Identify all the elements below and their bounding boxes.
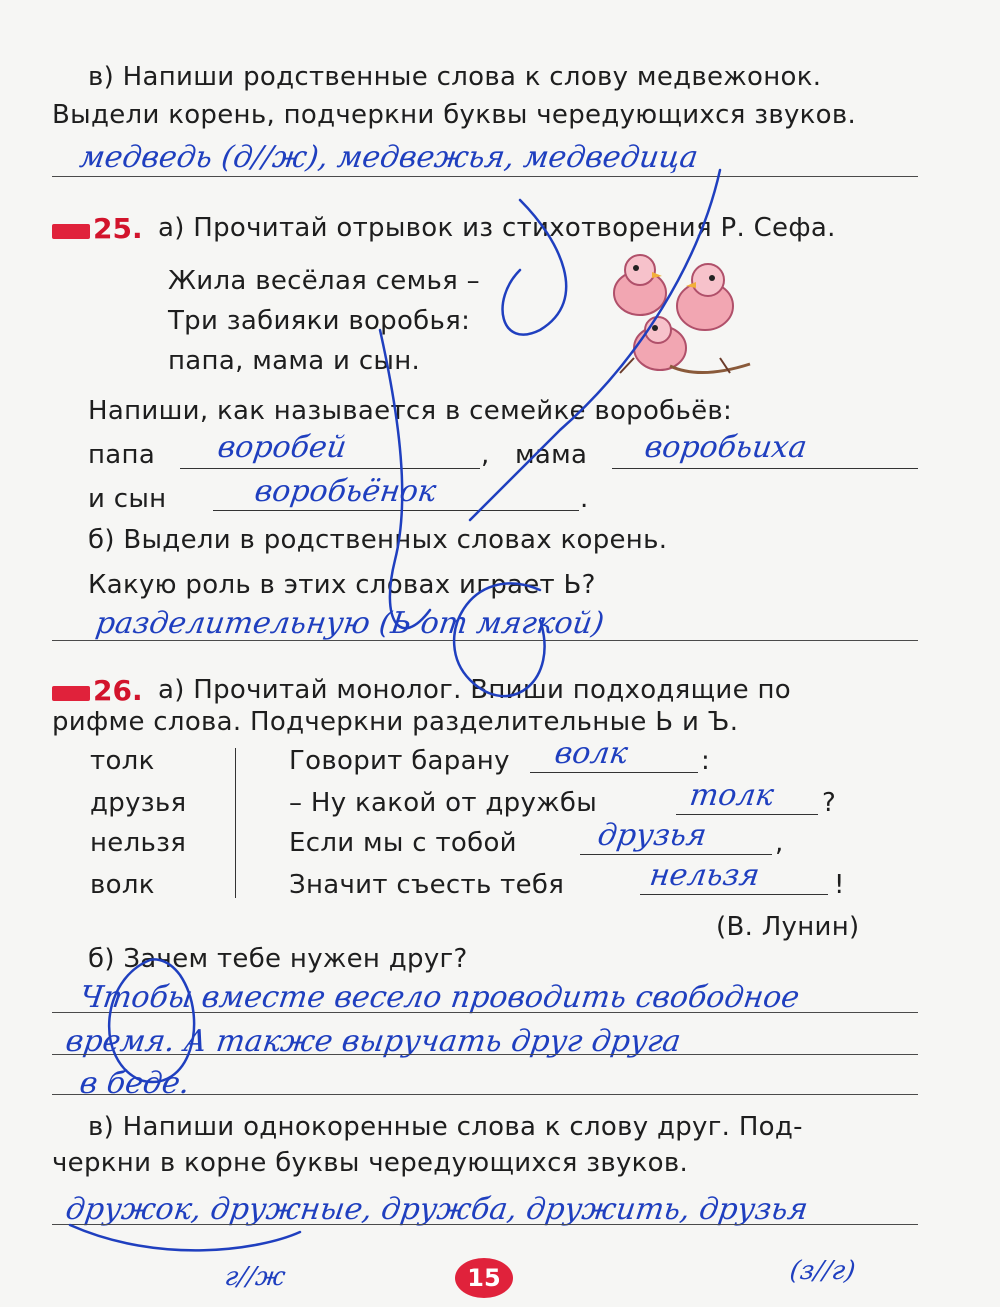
poem-line-4: Значит съесть тебя [289, 870, 565, 900]
blank-3 [580, 854, 772, 855]
answer-line [52, 640, 918, 641]
comma: , [481, 440, 490, 470]
answer-line [52, 1094, 918, 1095]
blank-2 [676, 814, 818, 815]
ex26-answer-b-3: в беде. [77, 1066, 192, 1101]
poem-author: (В. Лунин) [716, 912, 860, 942]
exercise-number-25: 25. [93, 212, 143, 245]
son-answer: воробьёнок [252, 474, 439, 509]
period: . [580, 484, 589, 514]
ex25-poem-line-2: Три забияки воробья: [168, 306, 471, 336]
ex26-task-b: б) Зачем тебе нужен друг? [88, 944, 468, 974]
ex25-question: Напиши, как называется в семейке воробьёв: [88, 396, 733, 426]
word-2: друзья [90, 788, 187, 818]
poem-end-1: : [701, 746, 711, 776]
papa-label: папа [88, 440, 156, 470]
ex26-task-a-line1: а) Прочитай монолог. Впиши подходящие по [158, 675, 791, 705]
ex24c-line2: Выдели корень, подчеркни буквы чередующихся звуков. [52, 100, 857, 130]
scribble-brace [70, 1225, 300, 1250]
ex26-task-c-line1: в) Напиши однокоренные слова к слову друг. Под- [88, 1112, 803, 1142]
blank-1 [530, 772, 698, 773]
papa-blank [180, 468, 480, 469]
poem-line-3: Если мы с тобой [289, 828, 517, 858]
answer-line [52, 176, 918, 177]
blank-4 [640, 894, 828, 895]
poem-line-1: Говорит барану [289, 746, 510, 776]
answer-line [52, 1224, 918, 1225]
poem-answer-2: толк [687, 778, 776, 813]
exercise-marker-25 [52, 224, 90, 239]
exercise-marker-26 [52, 686, 90, 701]
word-4: волк [90, 870, 155, 900]
note-right: (з//г) [787, 1256, 858, 1286]
poem-answer-4: нельзя [647, 858, 762, 893]
poem-answer-1: волк [552, 736, 631, 771]
ex24c-answer: медведь (д//ж), медвежья, медведица [77, 140, 701, 175]
answer-line [52, 1012, 918, 1013]
mama-label: мама [515, 440, 588, 470]
scribble-loop [109, 959, 194, 1082]
ex26-task-c-line2: черкни в корне буквы чередующихся звуков. [52, 1148, 689, 1178]
word-column-divider [235, 748, 236, 898]
mama-blank [612, 468, 918, 469]
word-1: толк [90, 746, 155, 776]
ex25-task-a: а) Прочитай отрывок из стихотворения Р. Сефа. [158, 213, 836, 243]
note-gz: г//ж [222, 1262, 288, 1292]
ex26-answer-c: дружок, дружные, дружба, дружить, друзья [63, 1192, 811, 1227]
son-blank [213, 510, 579, 511]
ex26-task-a-line2: рифме слова. Подчеркни разделительные Ь и Ъ. [52, 707, 739, 737]
papa-answer: воробей [215, 430, 349, 465]
page-number: 15 [455, 1258, 513, 1298]
answer-line [52, 1054, 918, 1055]
poem-end-4: ! [834, 870, 845, 900]
ex26-answer-b-1: Чтобы вместе весело проводить свободное [77, 980, 802, 1015]
ex25-role-question: Какую роль в этих словах играет Ь? [88, 570, 596, 600]
ex25-poem-line-3: папа, мама и сын. [168, 346, 421, 376]
ex24c-line1: в) Напиши родственные слова к слову медвежонок. [88, 62, 822, 92]
word-3: нельзя [90, 828, 187, 858]
sparrows-illustration [600, 248, 760, 388]
son-label: и сын [88, 484, 167, 514]
ex25-role-answer: разделительную (Ь от мягкой) [93, 606, 607, 641]
poem-end-2: ? [822, 788, 837, 818]
poem-line-2: – Ну какой от дружбы [289, 788, 598, 818]
mama-answer: воробьиха [642, 430, 810, 465]
ex25-poem-line-1: Жила весёлая семья – [168, 266, 480, 296]
ex26-answer-b-2: время. А также выручать друг друга [63, 1024, 683, 1059]
poem-answer-3: друзья [595, 818, 709, 853]
poem-end-3: , [775, 828, 784, 858]
exercise-number-26: 26. [93, 674, 143, 707]
ex25-task-b: б) Выдели в родственных словах корень. [88, 525, 668, 555]
